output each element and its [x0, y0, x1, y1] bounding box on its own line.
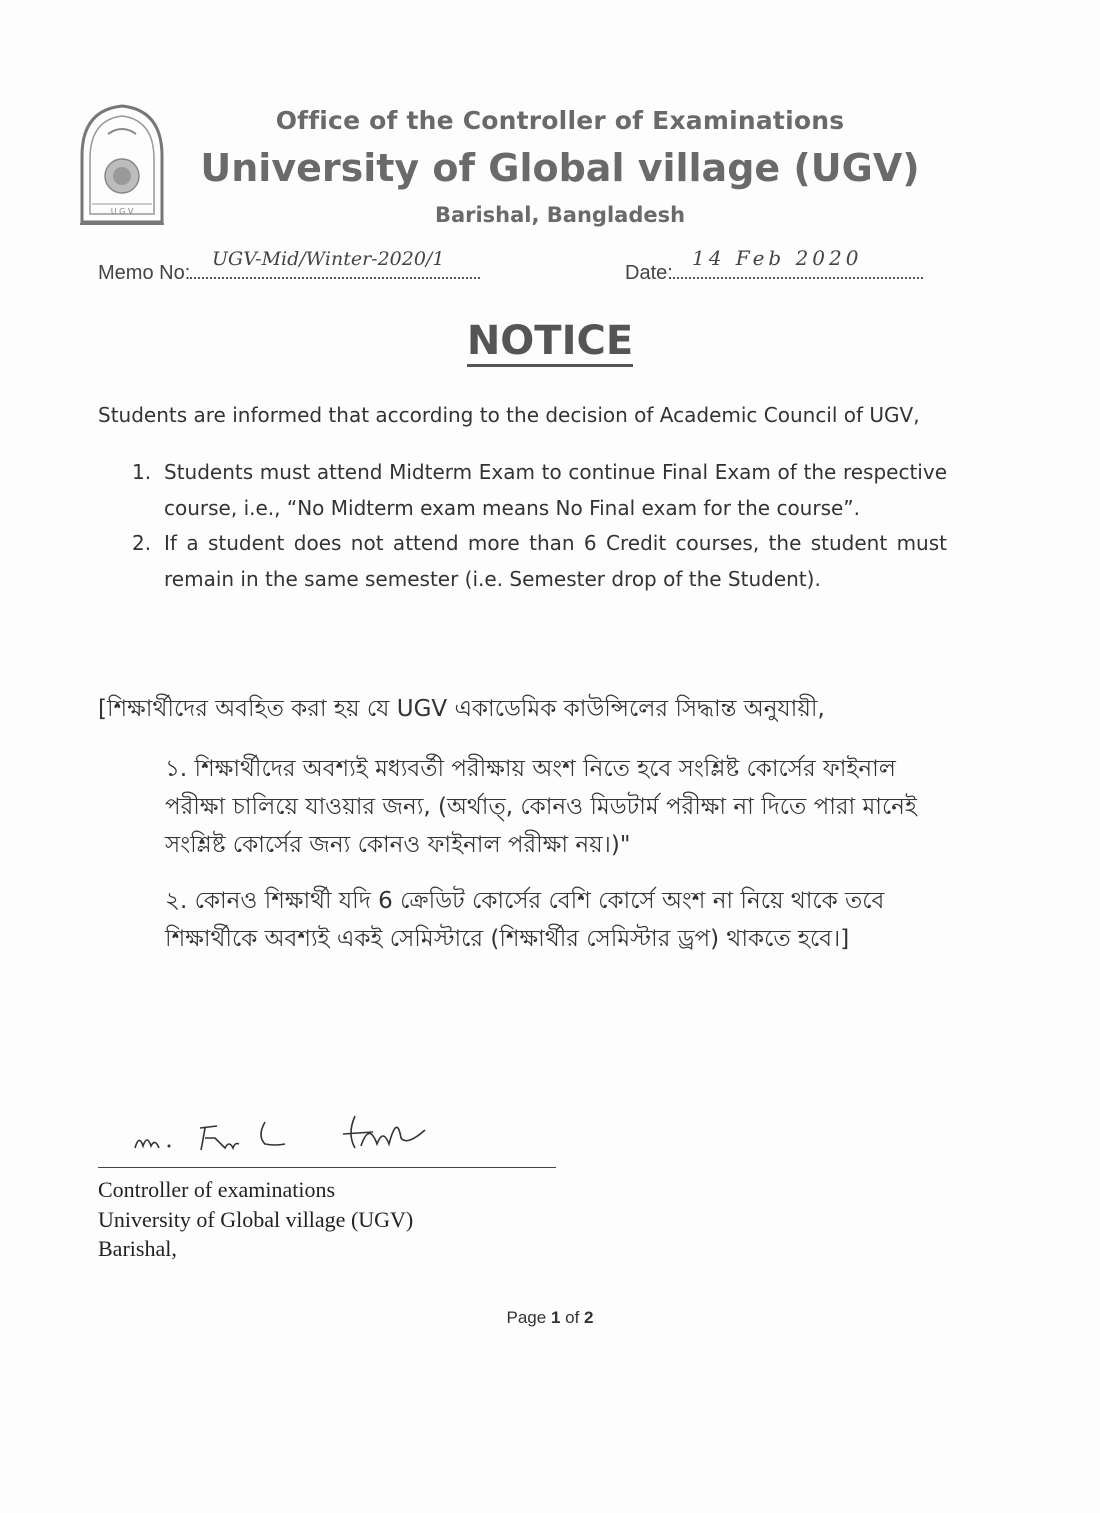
memo-number: UGV-Mid/Winter-2020/1: [212, 248, 445, 270]
university-location: Barishal, Bangladesh: [434, 203, 686, 227]
bangla-list-item: ২. কোনও শিক্ষার্থী যদি 6 ক্রেডিট কোর্সের বেশি কোর্সে অংশ না নিয়ে থাকে তবে শিক্ষার্থীকে অবশ্যই একই সেমিস্টারে (শিক্ষার্থীর সেমিস্টার ড্রপ) থাকতে হবে।]: [165, 888, 885, 952]
signatory-block: [98, 1175, 413, 1264]
notice-title-text: NOTICE: [467, 318, 633, 367]
bangla-list-item: ১. শিক্ষার্থীদের অবশ্যই মধ্যবর্তী পরীক্ষায় অংশ নিতে হবে সংশ্লিষ্ট কোর্সের ফাইনাল পরীক্ষা চালিয়ে যাওয়ার জন্য, (অর্থাত্‌, কোনও মিডটার্ম পরীক্ষা না দিতে পারা মানেই সংশ্লিষ্ট কোর্সের জন্য কোনও ফাইনাল পরীক্ষা নয়।)": [165, 756, 917, 858]
signatory-title: Controller of examinations: [98, 1177, 336, 1202]
page-prefix: Page: [506, 1308, 551, 1327]
page-number: [400, 1308, 700, 1328]
office-heading: Office of the Controller of Examinations: [275, 106, 845, 135]
page-total: 2: [584, 1308, 594, 1327]
date-label: Date:: [625, 262, 673, 284]
university-name: University of Global village (UGV): [200, 146, 920, 190]
handwritten-signature: [125, 1108, 485, 1158]
signature-line: [98, 1167, 556, 1168]
bangla-list: [165, 750, 935, 976]
date-value: 14 Feb 2020: [692, 246, 863, 270]
page-of: of: [560, 1308, 585, 1327]
memo-label: Memo No:: [98, 262, 191, 284]
notice-list: [132, 455, 947, 597]
signatory-city: Barishal,: [98, 1236, 177, 1261]
notice-title: [400, 318, 700, 364]
notice-intro: Students are informed that according to the decision of Academic Council of UGV,: [98, 403, 920, 427]
list-item-text: If a student does not attend more than 6 Credit courses, the student must remain in the same semester (i.e. Semester drop of the Student).: [164, 531, 947, 591]
list-item-number: 2.: [132, 531, 152, 555]
svg-text:U G V: U G V: [110, 207, 134, 216]
signatory-institution: University of Global village (UGV): [98, 1206, 414, 1232]
list-item: [132, 526, 947, 597]
list-item: [132, 455, 947, 526]
page-current: 1: [550, 1308, 561, 1327]
list-item-number: 1.: [132, 460, 152, 484]
bangla-intro: [শিক্ষার্থীদের অবহিত করা হয় যে UGV একাডেমিক কাউন্সিলের সিদ্ধান্ত অনুযায়ী,: [98, 696, 825, 722]
list-item-text: Students must attend Midterm Exam to continue Final Exam of the respective course, i.e., “No Midterm exam means No Final exam for the course”.: [164, 460, 947, 520]
